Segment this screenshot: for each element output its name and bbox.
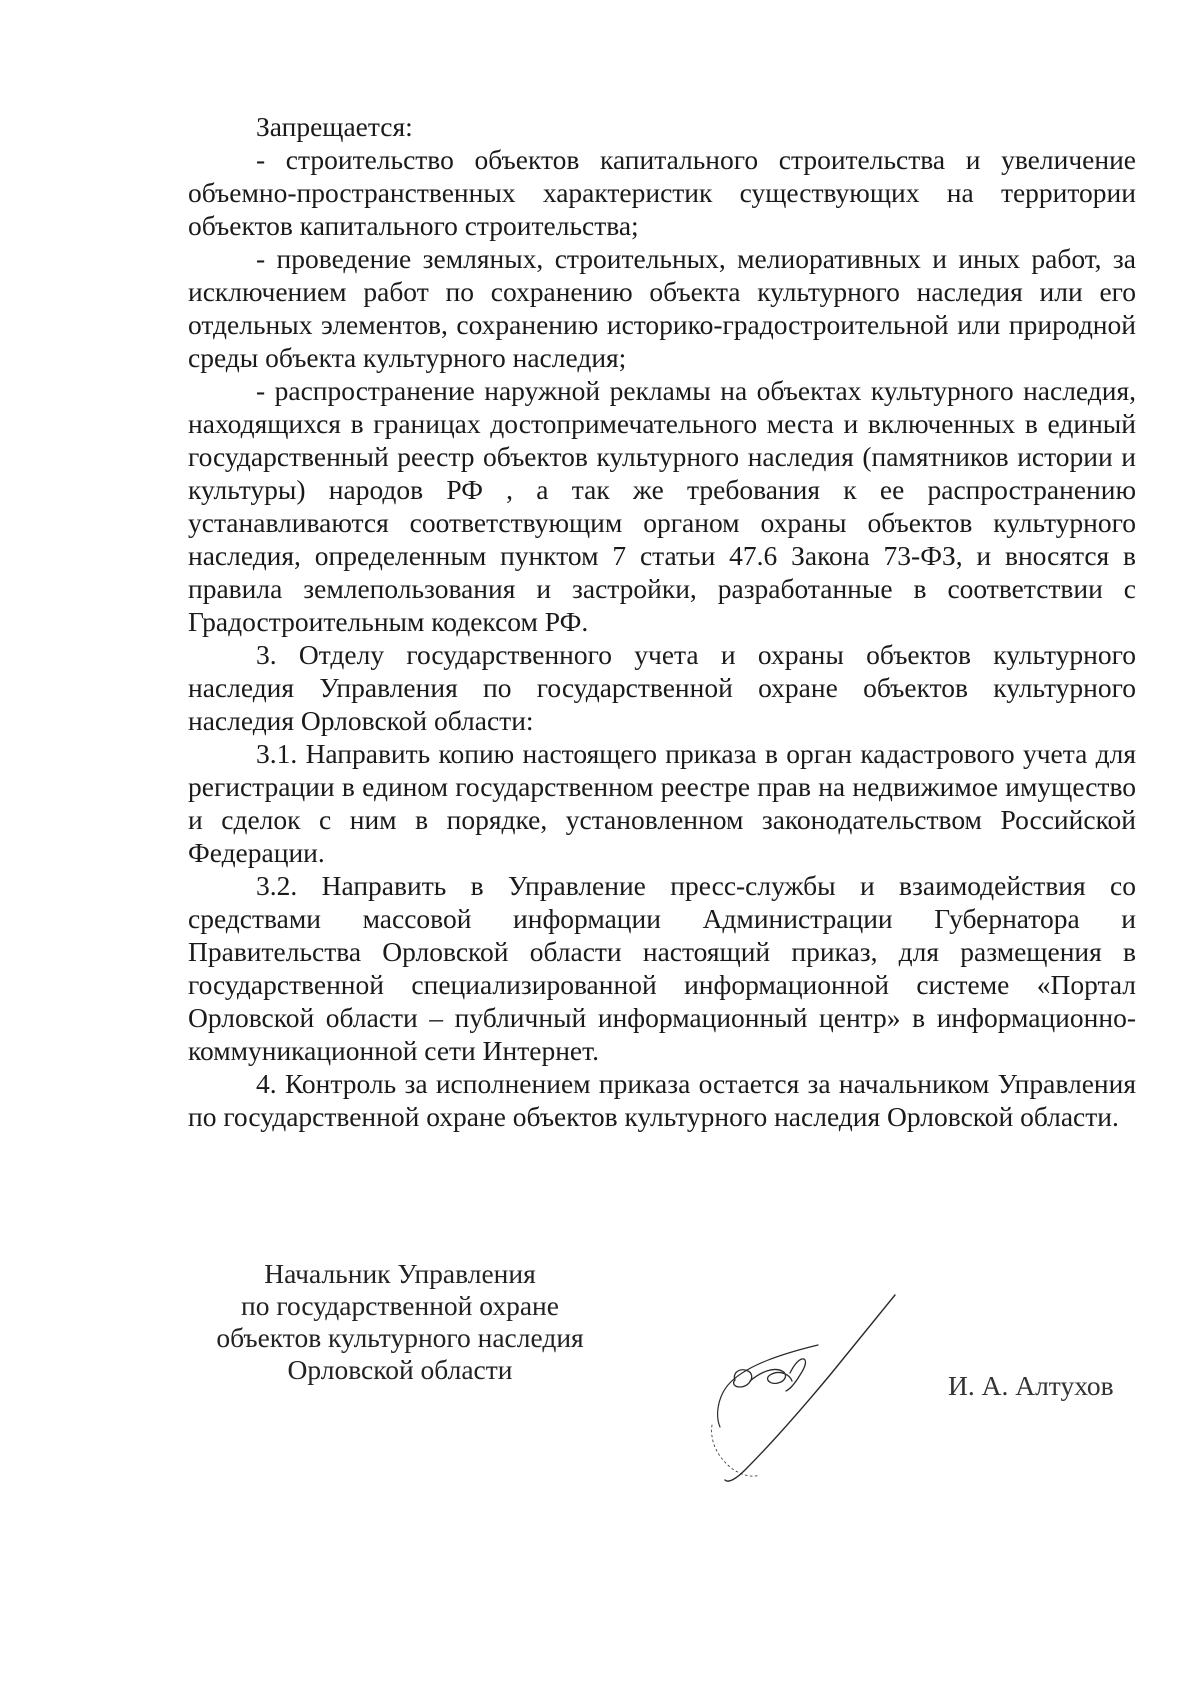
position-line: по государственной охране	[241, 1290, 559, 1321]
paragraph-prohibition-advertising: - распространение наружной рекламы на объектах культурного наследия, находящихся в границах достопримечательного места и включенных в единый государственный реестр объектов культурного наследия (памятников истории и культуры) народов РФ , а так же требования к ее распространению устанавливаются соответствующим органом охраны объектов культурного наследия, определенным пунктом 7 статьи 47.6 Закона 73-ФЗ, и вносятся в правила землепользования и застройки, разработанные в соответствии с Градостроительным кодексом РФ.	[188, 375, 1136, 637]
paragraph-prohibited-heading: Запрещается:	[256, 111, 413, 142]
paragraph-item-4: 4. Контроль за исполнением приказа остается за начальником Управления по государственной охране объектов культурного наследия Орловской области.	[188, 1068, 1136, 1132]
paragraph-item-3-1: 3.1. Направить копию настоящего приказа в орган кадастрового учета для регистрации в едином государственном реестре прав на недвижимое имущество и сделок с ним в порядке, установленном законодательством Российской Федерации.	[188, 738, 1136, 868]
paragraph-item-3-2: 3.2. Направить в Управление пресс-службы и взаимодействия со средствами массовой информации Администрации Губернатора и Правительства Орловской области настоящий приказ, для размещения в государственной специализированной информационной системе «Портал Орловской области – публичный информационный центр» в информационно-коммуникационной сети Интернет.	[188, 870, 1136, 1066]
signer-name: И. А. Алтухов	[948, 1370, 1114, 1401]
position-line: объектов культурного наследия	[216, 1322, 584, 1353]
signatory-position	[180, 1258, 620, 1386]
handwritten-signature	[690, 1275, 920, 1490]
position-line: Орловской области	[287, 1354, 513, 1385]
paragraph-prohibition-construction: - строительство объектов капитального строительства и увеличение объемно-пространственных характеристик существующих на территории объектов капитального строительства;	[188, 144, 1136, 241]
paragraph-prohibition-works: - проведение земляных, строительных, мелиоративных и иных работ, за исключением работ по сохранению объекта культурного наследия или его отдельных элементов, сохранению историко-градостроительной или природной среды объекта культурного наследия;	[188, 243, 1136, 373]
document-body	[188, 110, 1136, 1133]
paragraph-item-3: 3. Отделу государственного учета и охраны объектов культурного наследия Управления по государственной охране объектов культурного наследия Орловской области:	[188, 639, 1136, 736]
position-line: Начальник Управления	[264, 1258, 536, 1289]
